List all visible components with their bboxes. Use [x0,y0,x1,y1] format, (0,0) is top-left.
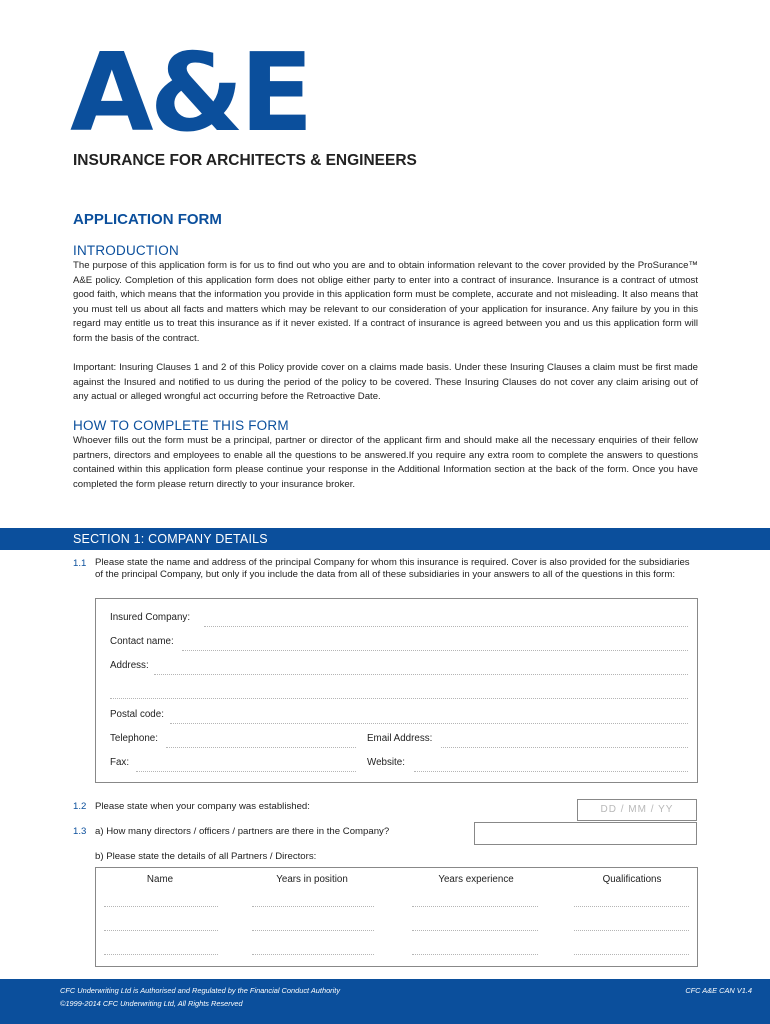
introduction-heading: INTRODUCTION [73,243,179,258]
address-label: Address: [110,660,149,671]
page-footer [0,979,770,1024]
postal-code-label: Postal code: [110,709,164,720]
footer-copyright: ©1999-2014 CFC Underwriting Ltd, All Rights Reserved [60,999,243,1008]
question-1-3b-text: b) Please state the details of all Partners / Directors: [95,851,317,862]
section-1-header [0,528,770,550]
table-row-3-years-position[interactable] [252,954,374,955]
footer-form-code: CFC A&E CAN V1.4 [685,986,752,995]
column-qualifications: Qualifications [602,874,662,885]
fax-field[interactable] [136,771,356,772]
postal-code-field[interactable] [170,723,688,724]
form-title: APPLICATION FORM [73,211,222,228]
established-date-input[interactable] [577,799,697,821]
column-years-experience: Years experience [438,874,514,885]
email-label: Email Address: [367,733,433,744]
insured-company-field[interactable] [204,626,688,627]
address-field-line-1[interactable] [154,674,688,675]
email-field[interactable] [441,747,688,748]
insured-company-label: Insured Company: [110,612,191,623]
question-1-1-text: Please state the name and address of the principal Company for whom this insurance is required. Cover is also provided for the subsidiaries of the principal Company, but only if you include the data from all of these subsidiaries in your answers to all of the questions in this form: [95,557,690,581]
how-to-paragraph: Whoever fills out the form must be a principal, partner or director of the applicant firm and should make all the necessary enquiries of their fellow partners, directors and employees to enable all the questions to be answered.If you require any extra room to complete the answers to questions contained within this application form please continue your response in the Additional Information section at the back of the form. Once you have completed the form please return directly to your insurance broker. [73,435,698,490]
contact-name-label: Contact name: [110,636,174,647]
date-placeholder: DD / MM / YY [600,804,674,815]
fax-label: Fax: [110,757,130,768]
question-1-1-number: 1.1 [73,558,87,569]
table-row-3-qualifications[interactable] [574,954,689,955]
telephone-field[interactable] [166,747,356,748]
table-row-3-name[interactable] [104,954,218,955]
important-paragraph: Important: Insuring Clauses 1 and 2 of this Policy provide cover on a claims made basis. Under these Insuring Clauses a claim must be first made against the Insured and notified to us during the period of the policy to be covered. These Insuring Clauses do not cover any claim arising out of any actual or alleged wrongful act occurring before the Retroactive Date. [73,362,698,403]
table-row-3-years-experience[interactable] [412,954,538,955]
table-row-2-qualifications[interactable] [574,930,689,931]
column-years-in-position: Years in position [276,874,348,885]
website-field[interactable] [414,771,688,772]
contact-name-field[interactable] [182,650,688,651]
table-row-1-years-experience[interactable] [412,906,538,907]
table-row-2-years-position[interactable] [252,930,374,931]
question-1-3a-text: a) How many directors / officers / partners are there in the Company? [95,826,390,837]
address-field-line-2[interactable] [110,698,688,699]
table-row-1-name[interactable] [104,906,218,907]
question-1-3-number: 1.3 [73,826,87,837]
question-1-2-number: 1.2 [73,801,87,812]
company-details-box [95,598,698,783]
table-row-2-years-experience[interactable] [412,930,538,931]
column-name: Name [146,874,174,885]
table-row-1-qualifications[interactable] [574,906,689,907]
table-row-1-years-position[interactable] [252,906,374,907]
section-1-title: SECTION 1: COMPANY DETAILS [73,532,268,546]
ae-logo: A&E [70,31,310,156]
introduction-paragraph: The purpose of this application form is for us to find out who you are and to obtain information relevant to the cover provided by the ProSurance™ A&E policy. Completion of this application form does not oblige either party to enter into a contract of insurance. Insurance is a contract of utmost good faith, which means that the information you provide in this application form must be complete, accurate and not misleading. It also means that you must tell us about all facts and matters which may be relevant to our consideration of your application for insurance. Any failure by you in this regard may entitle us to treat this insurance as if it never existed. If a contract of insurance is agreed between you and us this application form will form the basis of the contract. [73,260,698,344]
question-1-2-text: Please state when your company was established: [95,801,310,812]
footer-regulation: CFC Underwriting Ltd is Authorised and Regulated by the Financial Conduct Authority [60,986,341,995]
subtitle: INSURANCE FOR ARCHITECTS & ENGINEERS [73,152,417,169]
website-label: Website: [367,757,405,768]
telephone-label: Telephone: [110,733,158,744]
table-row-2-name[interactable] [104,930,218,931]
directors-count-input[interactable] [474,822,697,845]
how-to-heading: HOW TO COMPLETE THIS FORM [73,418,289,433]
